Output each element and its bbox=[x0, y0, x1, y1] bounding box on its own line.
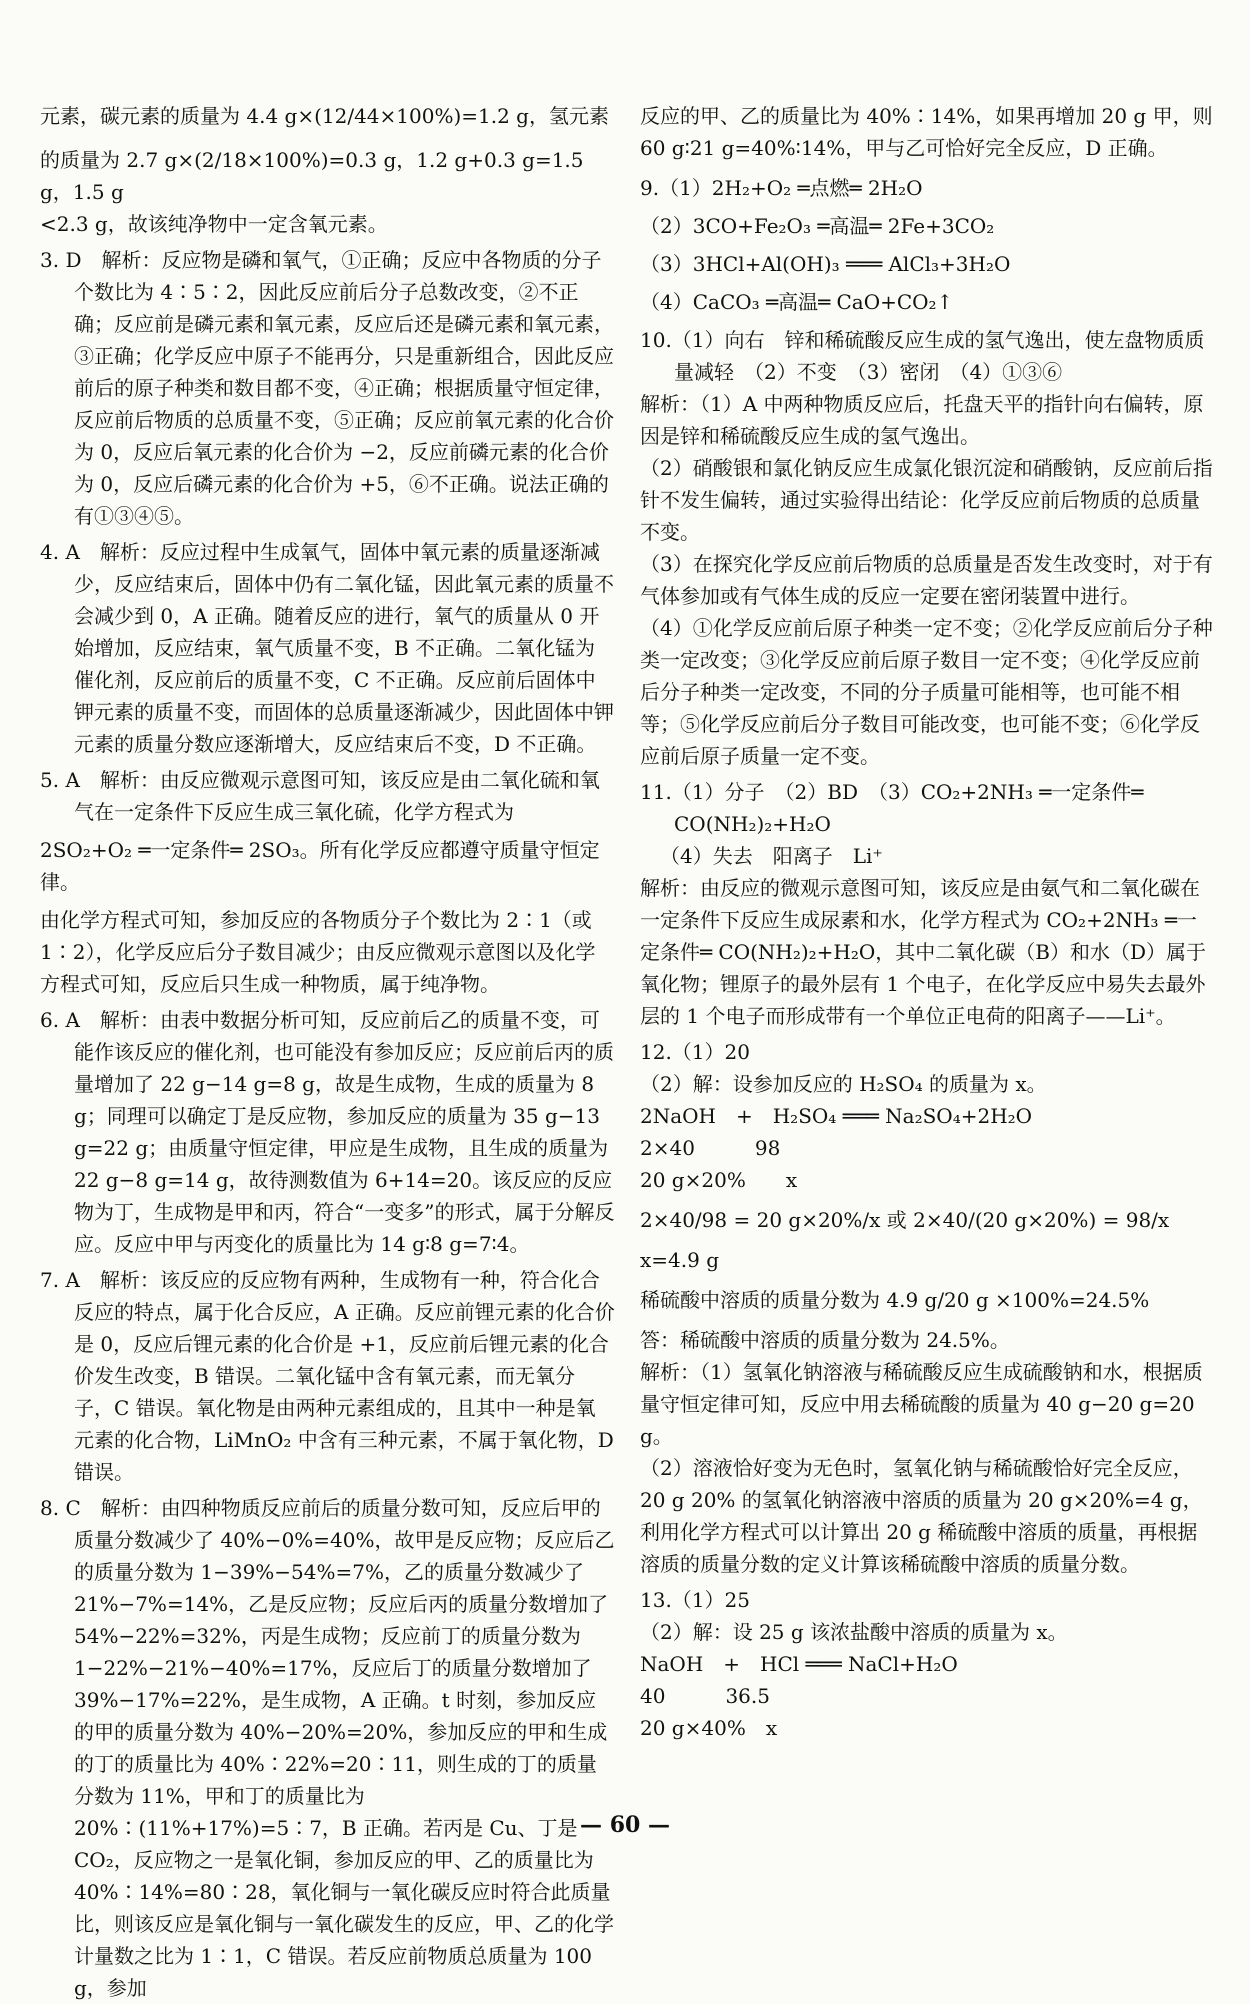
answer-4: 4. A 解析：反应过程中生成氧气，固体中氧元素的质量逐渐减少，反应结束后，固体中仍有二氧化锰，因此氧元素的质量不会减少到 0，A 正确。随着反应的进行，氧气的质量从 0 开始增加，反应结束，氧气质量不变，B 不正确。二氧化锰为催化剂，反应前后的质量不变，C 不正确。反应前后固体中钾元素的质量不变，而固体的总质量逐渐减少，因此固体中钾元素的质量分数应逐渐增大，反应结束后不变，D 不正确。 bbox=[40, 540, 614, 756]
text-line: <2.3 g，故该纯净物中一定含氧元素。 bbox=[40, 212, 388, 236]
text-para: 反应的甲、乙的质量比为 40%∶14%，如果再增加 20 g 甲，则 60 g∶21 g=40%∶14%，甲与乙可恰好完全反应，D 正确。 bbox=[640, 104, 1213, 160]
equation: （4）CaCO₃ ═高温═ CaO+CO₂↑ bbox=[640, 290, 954, 314]
text-line: 元素，碳元素的质量为 4.4 g×(12/44×100%)=1.2 g，氢元素 bbox=[40, 104, 609, 128]
equation: 2NaOH + H₂SO₄ ═══ Na₂SO₄+2H₂O bbox=[640, 1104, 1033, 1128]
left-column bbox=[40, 100, 615, 2004]
analysis: 解析：由反应的微观示意图可知，该反应是由氨气和二氧化碳在一定条件下反应生成尿素和水，化学方程式为 CO₂+2NH₃ ═一定条件═ CO(NH₂)₂+H₂O，其中二氧化碳（B）和水（D）属于氧化物；锂原子的最外层有 1 个电子，在化学反应中易失去最外层的 1 个电子而形成带有一个单位正电荷的阳离子——Li⁺。 bbox=[640, 876, 1207, 1028]
analysis: 解析：（1）氢氧化钠溶液与稀硫酸反应生成硫酸钠和水，根据质量守恒定律可知，反应中用去稀硫酸的质量为 40 g−20 g=20 g。 bbox=[640, 1360, 1203, 1448]
answer-10: 10.（1）向右 锌和稀硫酸反应生成的氢气逸出，使左盘物质质量减轻 （2）不变 （3）密闭 （4）①③⑥ bbox=[640, 328, 1205, 384]
text-line: 的质量为 2.7 g×(2/18×100%)=0.3 g，1.2 g+0.3 g=1.5 g，1.5 g bbox=[40, 148, 584, 204]
solution-line: 20 g×40% x bbox=[640, 1716, 778, 1740]
proportion: 2×40/98 = 20 g×20%/x 或 2×40/(20 g×20%) = 98/x bbox=[640, 1208, 1170, 1232]
answer-5: 5. A 解析：由反应微观示意图可知，该反应是由二氧化硫和氧气在一定条件下反应生成三氧化硫，化学方程式为 bbox=[40, 768, 600, 824]
solution-line: 稀硫酸中溶质的质量分数为 4.9 g/20 g ×100%=24.5% bbox=[640, 1288, 1150, 1312]
analysis: 解析：（1）A 中两种物质反应后，托盘天平的指针向右偏转，原因是锌和稀硫酸反应生成的氢气逸出。 bbox=[640, 392, 1204, 448]
solution-line: （2）解：设 25 g 该浓盐酸中溶质的质量为 x。 bbox=[640, 1620, 1068, 1644]
answer-9-1: 9.（1）2H₂+O₂ ═点燃═ 2H₂O bbox=[640, 176, 923, 200]
solution-line: 2×40 98 bbox=[640, 1136, 781, 1160]
analysis: （3）在探究化学反应前后物质的总质量是否发生改变时，对于有气体参加或有气体生成的反应一定要在密闭装置中进行。 bbox=[640, 552, 1213, 608]
solution-line: x=4.9 g bbox=[640, 1248, 720, 1272]
solution-line: 40 36.5 bbox=[640, 1684, 770, 1708]
equation: 2SO₂+O₂ ═一定条件═ 2SO₃。所有化学反应都遵守质量守恒定律。 bbox=[40, 838, 600, 894]
analysis: （4）①化学反应前后原子种类一定不变；②化学反应前后分子种类一定改变；③化学反应前后原子数目一定不变；④化学反应前后分子种类一定改变，不同的分子质量可能相等，也可能不相等；⑤化学反应前后分子数目可能改变，也可能不变；⑥化学反应前后原子质量一定不变。 bbox=[640, 616, 1213, 768]
analysis: （2）溶液恰好变为无色时，氢氧化钠与稀硫酸恰好完全反应，20 g 20% 的氢氧化钠溶液中溶质的质量为 20 g×20%=4 g，利用化学方程式可以计算出 20 g 稀硫酸中溶质的质量，再根据溶质的质量分数的定义计算该稀硫酸中溶质的质量分数。 bbox=[640, 1456, 1203, 1576]
solution-line: （2）解：设参加反应的 H₂SO₄ 的质量为 x。 bbox=[640, 1072, 1047, 1096]
answer-3: 3. D 解析：反应物是磷和氧气，①正确；反应中各物质的分子个数比为 4∶5∶2，因此反应前后分子总数改变，②不正确；反应前是磷元素和氧元素，反应后还是磷元素和氧元素，③正确；化学反应中原子不能再分，只是重新组合，因此反应前后的原子种类和数目都不变，④正确；根据质量守恒定律，反应前后物质的总质量不变，⑤正确；反应前氧元素的化合价为 0，反应后氧元素的化合价为 −2，反应前磷元素的化合价为 0，反应后磷元素的化合价为 +5，⑥不正确。说法正确的有①③④⑤。 bbox=[40, 248, 614, 528]
answer-6: 6. A 解析：由表中数据分析可知，反应前后乙的质量不变，可能作该反应的催化剂，也可能没有参加反应；反应前后丙的质量增加了 22 g−14 g=8 g，故是生成物，生成的质量为 8 g；同理可以确定丁是反应物，参加反应的质量为 35 g−13 g=22 g；由质量守恒定律，甲应是生成物，且生成的质量为 22 g−8 g=14 g，故待测数值为 6+14=20。该反应的反应物为丁，生成物是甲和丙，符合“一变多”的形式，属于分解反应。反应中甲与丙变化的质量比为 14 g∶8 g=7∶4。 bbox=[40, 1008, 615, 1256]
solution-line: 20 g×20% x bbox=[640, 1168, 798, 1192]
analysis: （2）硝酸银和氯化钠反应生成氯化银沉淀和硝酸钠，反应前后指针不发生偏转，通过实验得出结论：化学反应前后物质的总质量不变。 bbox=[640, 456, 1213, 544]
equation: NaOH + HCl ═══ NaCl+H₂O bbox=[640, 1652, 958, 1676]
answer-7: 7. A 解析：该反应的反应物有两种，生成物有一种，符合化合反应的特点，属于化合反应，A 正确。反应前锂元素的化合价是 0，反应后锂元素的化合价是 +1，反应前后锂元素的化合价发生改变，B 错误。二氧化锰中含有氧元素，而无氧分子，C 错误。氧化物是由两种元素组成的，且其中一种是氧元素的化合物，LiMnO₂ 中含有三种元素，不属于氧化物，D 错误。 bbox=[40, 1268, 615, 1484]
answer-11: 11.（1）分子 （2）BD （3）CO₂+2NH₃ ═一定条件═ CO(NH₂)₂+H₂O bbox=[640, 780, 1144, 836]
right-column bbox=[640, 100, 1215, 1744]
answer-13: 13.（1）25 bbox=[640, 1588, 750, 1612]
text-para: 由化学方程式可知，参加反应的各物质分子个数比为 2∶1（或 1∶2），化学反应后分子数目减少；由反应微观示意图以及化学方程式可知，反应后只生成一种物质，属于纯净物。 bbox=[40, 908, 596, 996]
equation: （3）3HCl+Al(OH)₃ ═══ AlCl₃+3H₂O bbox=[640, 252, 1011, 276]
equation: （2）3CO+Fe₂O₃ ═高温═ 2Fe+3CO₂ bbox=[640, 214, 995, 238]
page-number: — 60 — bbox=[580, 1812, 670, 1838]
solution-line: 答：稀硫酸中溶质的质量分数为 24.5%。 bbox=[640, 1328, 1010, 1352]
answer-8: 8. C 解析：由四种物质反应前后的质量分数可知，反应后甲的质量分数减少了 40%−0%=40%，故甲是反应物；反应后乙的质量分数为 1−39%−54%=7%，乙的质量分数减少了 21%−7%=14%，乙是反应物；反应后丙的质量分数增加了 54%−22%=32%，丙是生成物；反应前丁的质量分数为 1−22%−21%−40%=17%，反应后丁的质量分数增加了 39%−17%=22%，是生成物，A 正确。t 时刻，参加反应的甲的质量分数为 40%−20%=20%，参加反应的甲和生成的丁的质量比为 40%∶22%=20∶11，则生成的丁的质量分数为 11%，甲和丁的质量比为 20%∶(11%+17%)=5∶7，B 正确。若丙是 Cu、丁是 CO₂，反应物之一是氧化铜，参加反应的甲、乙的质量比为 40%∶14%=80∶28，氧化铜与一氧化碳反应时符合此质量比，则该反应是氧化铜与一氧化碳发生的反应，甲、乙的化学计量数之比为 1∶1，C 错误。若反应前物质总质量为 100 g，参加 bbox=[40, 1496, 615, 2000]
answer-11-4: （4）失去 阳离子 Li⁺ bbox=[660, 844, 883, 868]
answer-12: 12.（1）20 bbox=[640, 1040, 750, 1064]
